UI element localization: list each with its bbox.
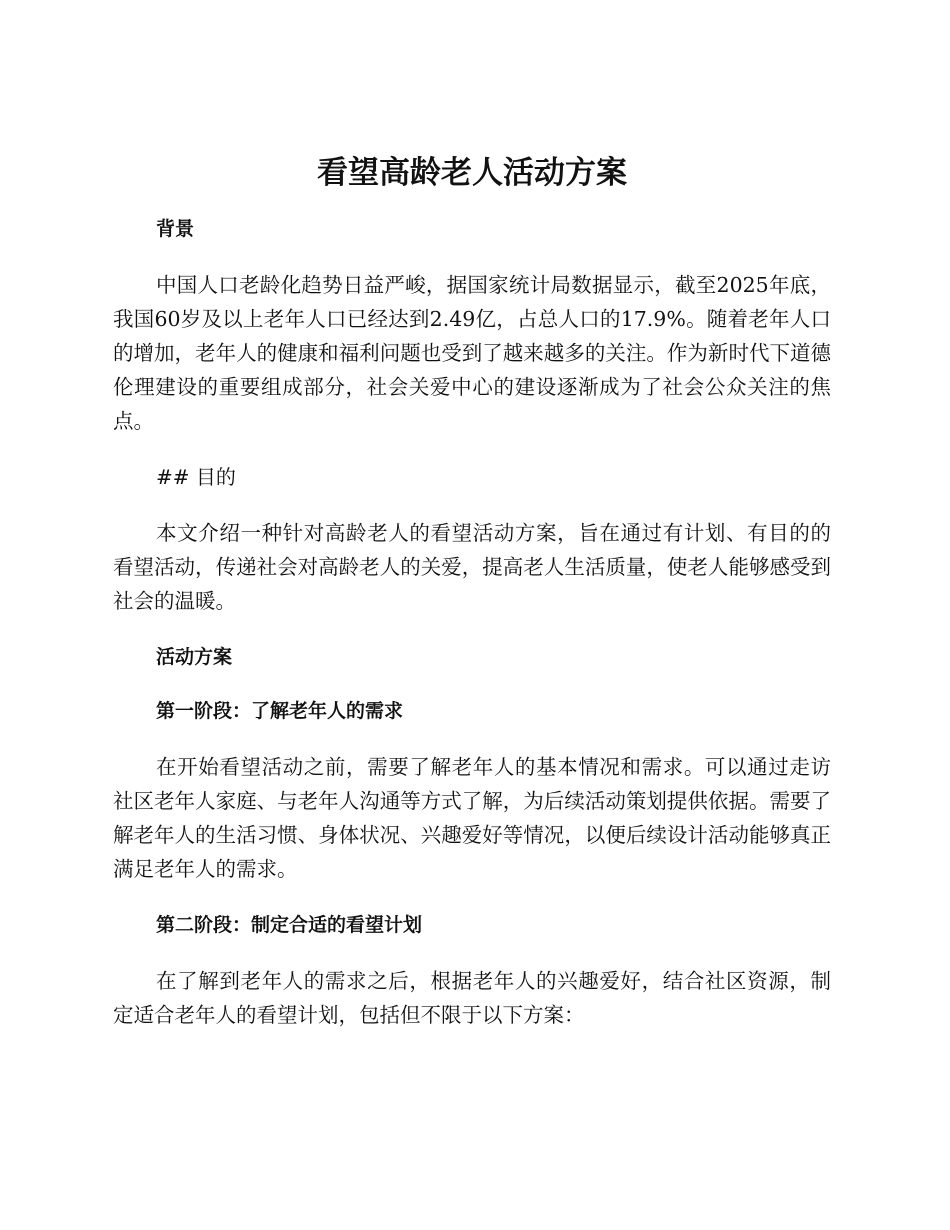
stage1-heading: 第一阶段：了解老年人的需求: [156, 700, 404, 722]
purpose-paragraph: 本文介绍一种针对高龄老人的看望活动方案，旨在通过有计划、有目的的看望活动，传递社会对高龄老人的关爱，提高老人生活质量，使老人能够感受到社会的温暖。: [113, 521, 831, 613]
document-page: [113, 148, 831, 1032]
plan-heading: 活动方案: [156, 646, 233, 668]
stage2-heading: 第二阶段：制定合适的看望计划: [156, 914, 423, 936]
purpose-heading: ## 目的: [156, 465, 236, 489]
stage2-paragraph: 在了解到老年人的需求之后，根据老年人的兴趣爱好，结合社区资源，制定适合老年人的看望计划，包括但不限于以下方案：: [113, 969, 831, 1027]
background-heading: 背景: [156, 218, 195, 240]
background-paragraph: 中国人口老龄化趋势日益严峻，据国家统计局数据显示，截至2025年底，我国60岁及以上老年人口已经达到2.49亿，占总人口的17.9%。随着老年人口的增加，老年人的健康和福利问题也受到了越来越多的关注。作为新时代下道德伦理建设的重要组成部分，社会关爱中心的建设逐渐成为了社会公众关注的焦点。: [113, 273, 831, 433]
stage1-paragraph: 在开始看望活动之前，需要了解老年人的基本情况和需求。可以通过走访社区老年人家庭、与老年人沟通等方式了解，为后续活动策划提供依据。需要了解老年人的生活习惯、身体状况、兴趣爱好等情况，以便后续设计活动能够真正满足老年人的需求。: [113, 755, 831, 881]
document-title: 看望高龄老人活动方案: [317, 155, 627, 191]
